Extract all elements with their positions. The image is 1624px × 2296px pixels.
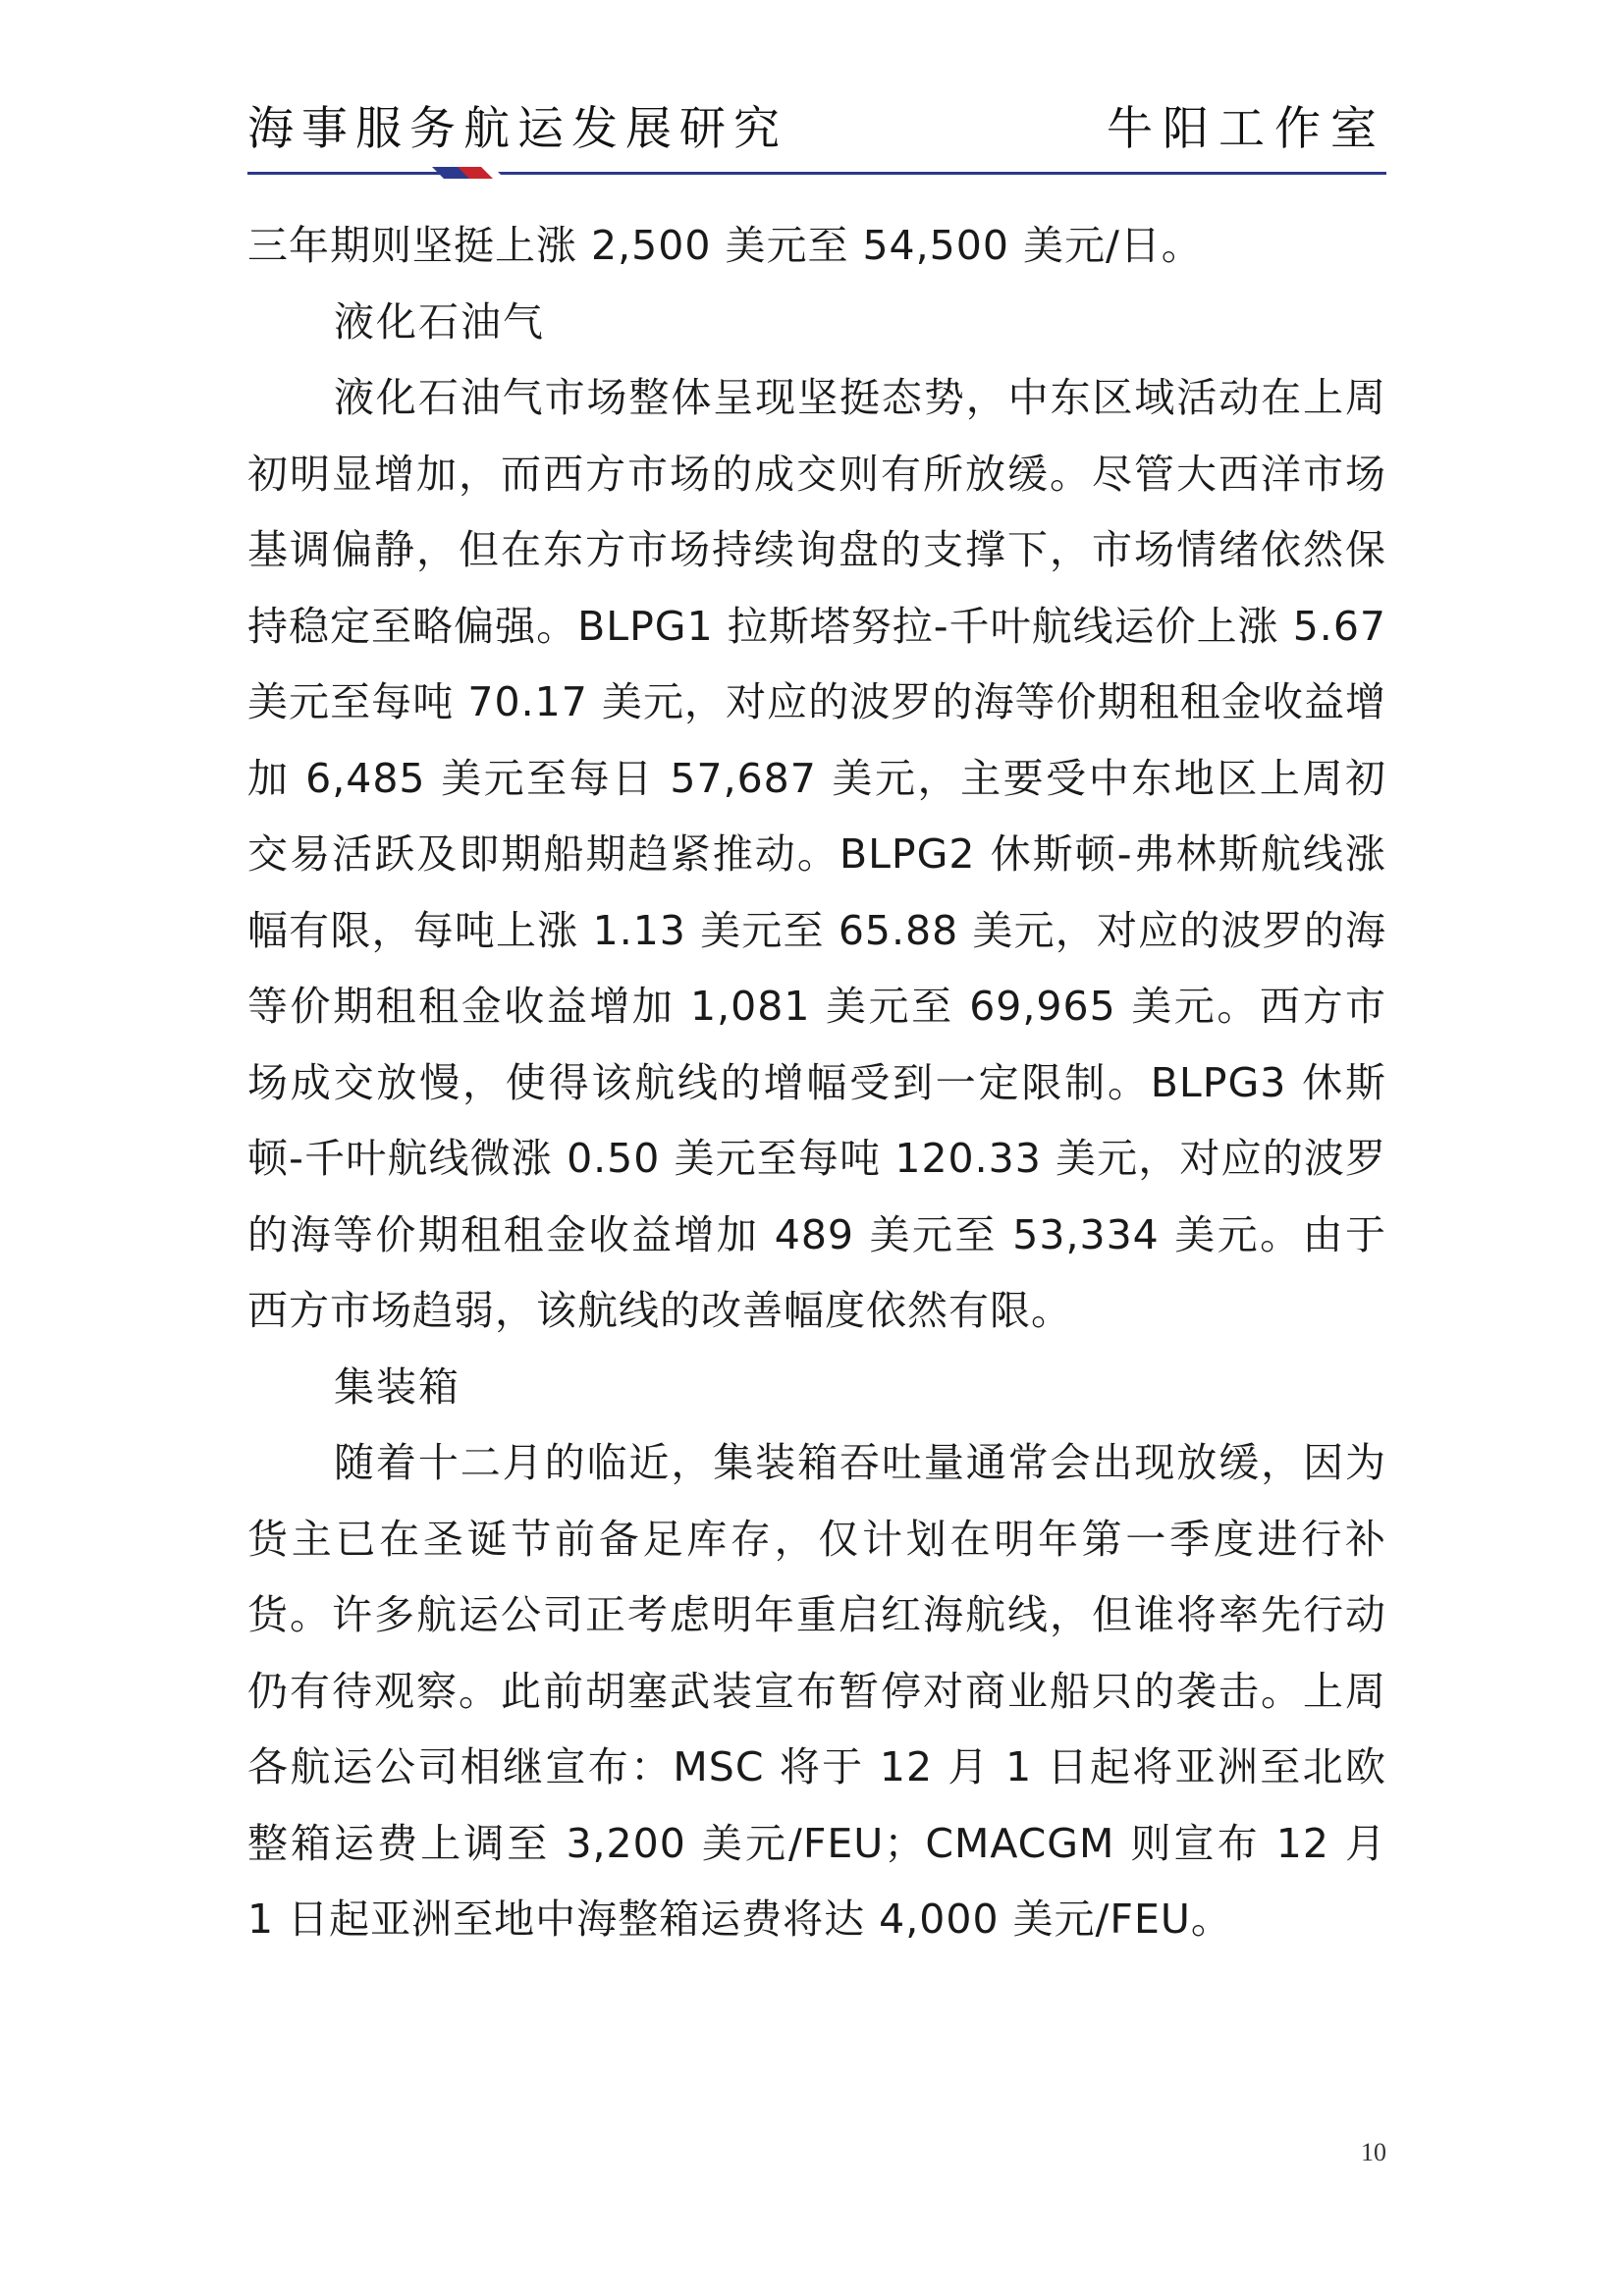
container-paragraph: 随着十二月的临近，集装箱吞吐量通常会出现放缓，因为货主已在圣诞节前备足库存，仅计划在明年第一季度进行补货。许多航运公司正考虑明年重启红海航线，但谁将率先行动仍有待观察。此前胡塞武装宣布暂停对商业船只的袭击。上周各航运公司相继宣布：MSC 将于 12 月 1 日起将亚洲至北欧整箱运费上调至 3,200 美元/FEU；CMACGM 则宣布 12 月 1 日起亚洲至地中海整箱运费将达 4,000 美元/FEU。 (247, 1439, 1386, 1943)
header-title: 海事服务航运发展研究 (247, 102, 787, 156)
header-rule (247, 167, 1386, 179)
section-heading-container: 集装箱 (334, 1362, 460, 1411)
header-studio-name: 牛阳工作室 (1107, 102, 1386, 156)
header-rule-line (247, 172, 1386, 175)
lpg-paragraph: 液化石油气市场整体呈现坚挺态势，中东区域活动在上周初明显增加，而西方市场的成交则有所放缓。尽管大西洋市场基调偏静，但在东方市场持续询盘的支撑下，市场情绪依然保持稳定至略偏强。BLPG1 拉斯塔努拉-千叶航线运价上涨 5.67 美元至每吨 70.17 美元，对应的波罗的海等价期租租金收益增加 6,485 美元至每日 57,687 美元，主要受中东地区上周初交易活跃及即期船期趋紧推动。BLPG2 休斯顿-弗林斯航线涨幅有限，每吨上涨 1.13 美元至 65.88 美元，对应的波罗的海等价期租租金收益增加 1,081 美元至 69,965 美元。西方市场成交放慢，使得该航线的增幅受到一定限制。BLPG3 休斯顿-千叶航线微涨 0.50 美元至每吨 120.33 美元，对应的波罗的海等价期租租金收益增加 489 美元至 53,334 美元。由于西方市场趋弱，该航线的改善幅度依然有限。 (247, 374, 1386, 1334)
continuation-paragraph: 三年期则坚挺上涨 2,500 美元至 54,500 美元/日。 (247, 222, 1203, 269)
page-content (247, 208, 1386, 1958)
section-heading-lpg: 液化石油气 (334, 297, 545, 346)
page-number: 10 (1361, 2138, 1386, 2166)
